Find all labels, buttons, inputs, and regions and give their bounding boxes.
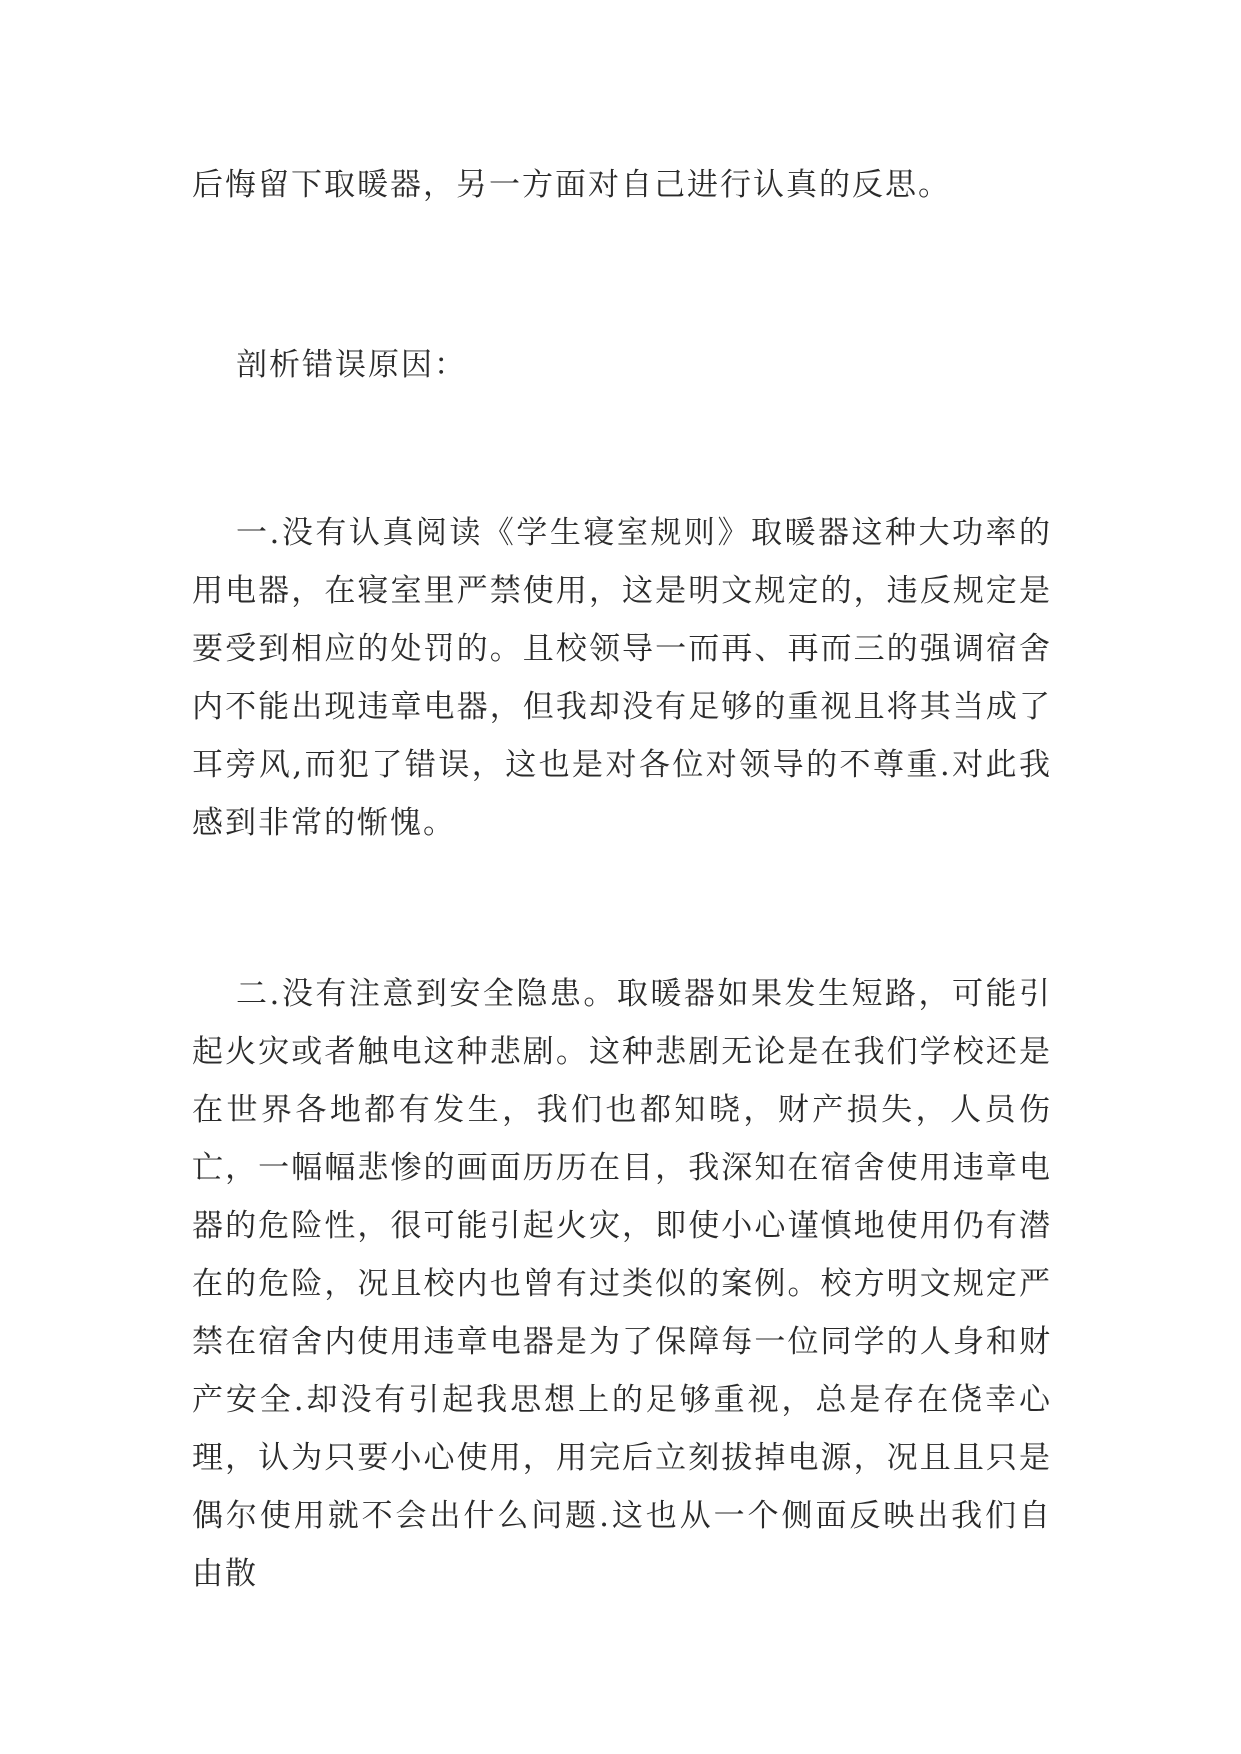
section-heading: 剖析错误原因： bbox=[236, 347, 467, 383]
paragraph-point-one: 一.没有认真阅读《学生寝室规则》取暖器这种大功率的用电器，在寝室里严禁使用，这是明文规定的，违反规定是要受到相应的处罚的。且校领导一而再、再而三的强调宿舍内不能出现违章电器，但我却没有足够的重视且将其当成了耳旁风,而犯了错误，这也是对各位对领导的不尊重.对此我感到非常的惭愧。 bbox=[192, 515, 1052, 841]
paragraph-continuation: 后悔留下取暖器，另一方面对自己进行认真的反思。 bbox=[192, 167, 951, 203]
paragraph-point-two: 二.没有注意到安全隐患。取暖器如果发生短路，可能引起火灾或者触电这种悲剧。这种悲剧无论是在我们学校还是在世界各地都有发生，我们也都知晓，财产损失，人员伤亡，一幅幅悲惨的画面历历在目，我深知在宿舍使用违章电器的危险性，很可能引起火灾，即使小心谨慎地使用仍有潜在的危险，况且校内也曾有过类似的案例。校方明文规定严禁在宿舍内使用违章电器是为了保障每一位同学的人身和财产安全.却没有引起我思想上的足够重视，总是存在侥幸心理，认为只要小心使用，用完后立刻拔掉电源，况且且只是偶尔使用就不会出什么问题.这也从一个侧面反映出我们自由散 bbox=[192, 976, 1052, 1592]
